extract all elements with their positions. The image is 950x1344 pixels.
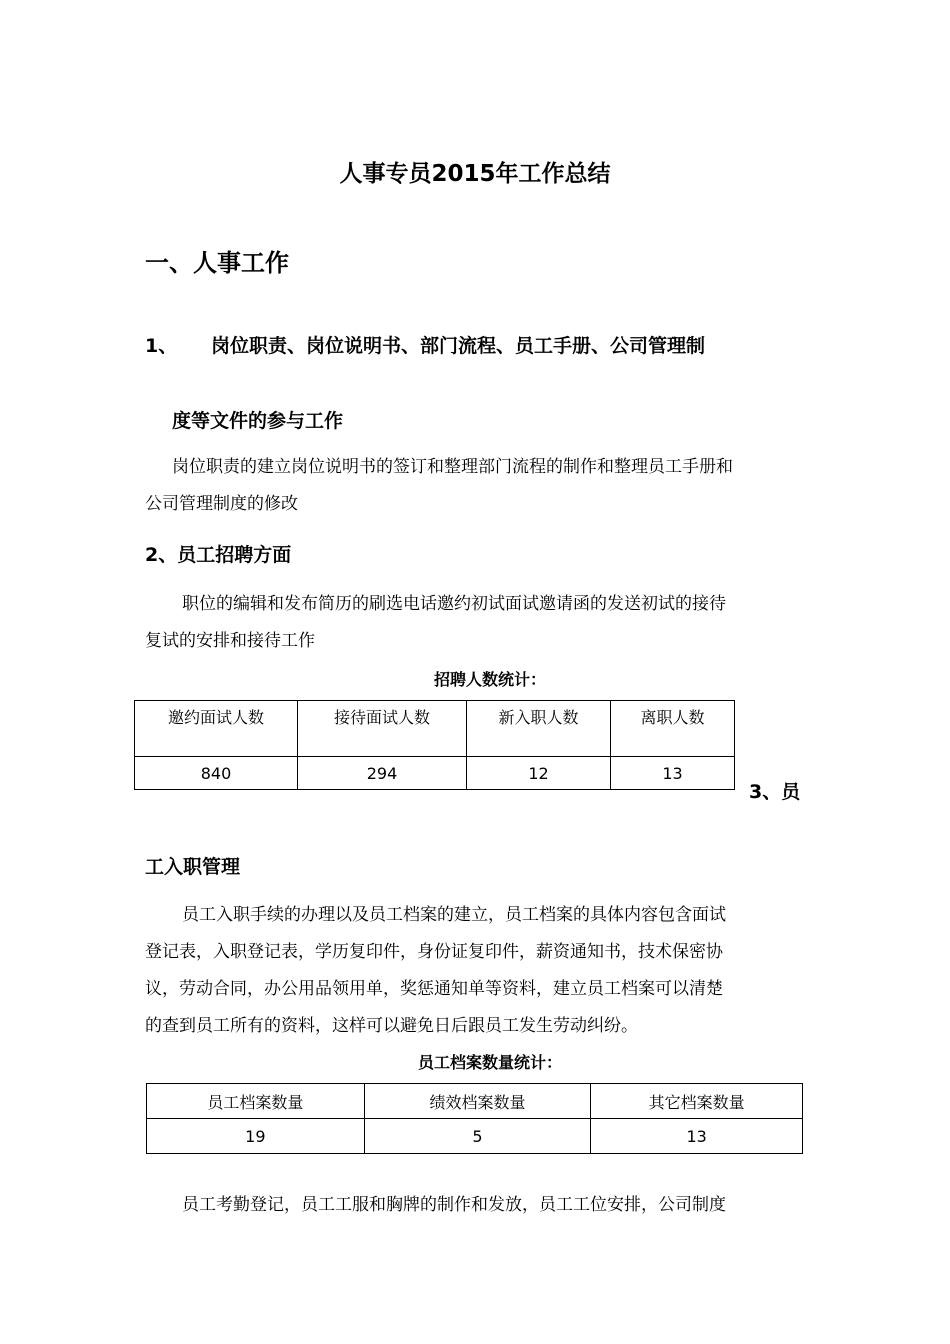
table-header-row: [135, 701, 735, 757]
table-cell: 12: [467, 757, 611, 790]
table-header-cell: 离职人数: [611, 701, 735, 757]
item3-paragraph2-line1: 员工考勤登记，员工工服和胸牌的制作和发放，员工工位安排，公司制度: [182, 1195, 726, 1215]
table-cell: 13: [611, 757, 735, 790]
item2-paragraph-line2: 复试的安排和接待工作: [145, 631, 315, 651]
table-row: [147, 1119, 803, 1154]
archive-stats-table: [146, 1083, 803, 1154]
item1-heading-line1: 岗位职责、岗位说明书、部门流程、员工手册、公司管理制: [211, 335, 706, 357]
table-cell: 294: [298, 757, 467, 790]
table-header-row: [147, 1084, 803, 1119]
item3-paragraph-line2: 登记表，入职登记表，学历复印件，身份证复印件，薪资通知书，技术保密协: [145, 942, 723, 962]
recruitment-table-caption: 招聘人数统计：: [433, 670, 546, 689]
item3-paragraph-line1: 员工入职手续的办理以及员工档案的建立，员工档案的具体内容包含面试: [182, 905, 726, 925]
table-header-cell: 员工档案数量: [147, 1084, 365, 1119]
table-header-cell: 接待面试人数: [298, 701, 467, 757]
section-heading-personnel: 一、人事工作: [145, 249, 289, 277]
table-header-cell: 新入职人数: [467, 701, 611, 757]
item1-paragraph-line2: 公司管理制度的修改: [145, 494, 298, 514]
recruitment-stats-table: [134, 700, 735, 790]
item3-paragraph-line3: 议，劳动合同，办公用品领用单，奖惩通知单等资料，建立员工档案可以清楚: [145, 979, 723, 999]
item3-paragraph-line4: 的查到员工所有的资料，这样可以避免日后跟员工发生劳动纠纷。: [145, 1016, 638, 1036]
table-header-cell: 绩效档案数量: [364, 1084, 591, 1119]
table-cell: 19: [147, 1119, 365, 1154]
item1-paragraph-line1: 岗位职责的建立岗位说明书的签订和整理部门流程的制作和整理员工手册和: [172, 457, 733, 477]
item3-heading-part1: 3、员: [749, 781, 801, 803]
table-cell: 840: [135, 757, 298, 790]
item2-paragraph-line1: 职位的编辑和发布简历的刷选电话邀约初试面试邀请函的发送初试的接待: [182, 594, 726, 614]
table-header-cell: 其它档案数量: [591, 1084, 803, 1119]
document-title: 人事专员2015年工作总结: [339, 161, 611, 187]
item1-number: 1、: [145, 335, 178, 357]
table-cell: 5: [364, 1119, 591, 1154]
item2-heading: 2、员工招聘方面: [145, 544, 292, 566]
table-cell: 13: [591, 1119, 803, 1154]
archive-table-caption: 员工档案数量统计：: [417, 1053, 562, 1072]
item3-heading-part2: 工入职管理: [145, 856, 241, 878]
item1-heading-line2: 度等文件的参与工作: [172, 410, 344, 432]
table-row: [135, 757, 735, 790]
table-header-cell: 邀约面试人数: [135, 701, 298, 757]
